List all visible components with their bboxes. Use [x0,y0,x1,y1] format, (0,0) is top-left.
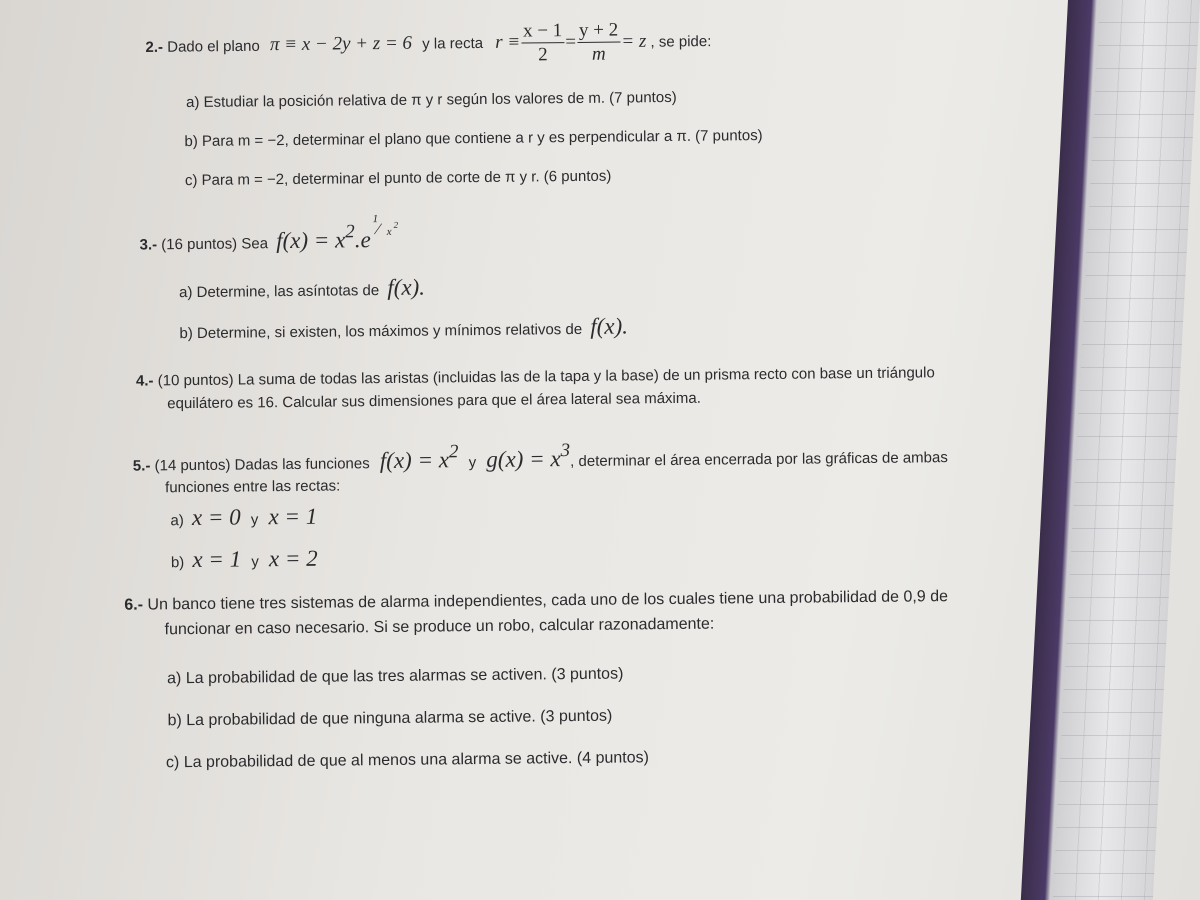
exponent-slash: ⁄ [376,221,380,239]
fraction-x [521,20,565,67]
question-4-text-1: (10 puntos) La suma de todas las aristas (incluidas las de la tapa y la base) de un prisma recto con base un triángulo [157,364,935,390]
question-3b-text: b) Determine, si existen, los máximos y mínimos relativos de [179,320,583,343]
fraction-y-denominator: m [591,43,606,65]
question-6-line-2: funcionar en caso necesario. Si se produce un robo, calcular razonadamente: [164,615,715,639]
question-5-text-2: , determinar el área encerrada por las gráficas de ambas [570,449,948,471]
question-6c: c) La probabilidad de que al menos una alarma se active. (4 puntos) [165,749,650,772]
question-3a-function: f(x). [387,274,426,300]
question-4-line-2: equilátero es 16. Calcular sus dimensiones para que el área lateral sea máxima. [167,389,701,413]
question-5a-and: y [250,511,259,529]
question-2a: a) Estudiar la posición relativa de π y r según los valores de m. (7 puntos) [185,88,677,112]
plane-equation: π ≡ x − 2y + z = 6 [269,33,413,56]
function-f-exponent: 2 [345,221,355,243]
question-6-number: 6.- [124,596,144,614]
question-6b: b) La probabilidad de que ninguna alarma se active. (3 puntos) [167,707,613,730]
function-f-exp-e: .e [354,227,371,253]
function-f: f(x) = x [276,227,346,254]
fraction-x-denominator: 2 [538,44,548,66]
fraction-y [577,20,621,67]
fraction-y-numerator: y + 2 [577,20,620,43]
question-2b: b) Para m = −2, determinar el plano que contiene a r y es perpendicular a π. (7 puntos) [184,127,763,151]
exponent-one-over-x-squared [371,213,401,247]
question-4-number: 4.- [135,372,154,390]
question-5b-and: y [251,553,259,571]
equals-sign: = [565,31,577,53]
function-g-cube: g(x) = x [486,446,561,472]
question-2-mid-text: y la recta [422,35,484,54]
question-3b [179,313,628,344]
exponent-numerator: 1 [372,213,379,226]
question-3-text: (16 puntos) Sea [161,235,269,254]
question-3b-function: f(x). [590,313,629,339]
question-6a: a) La probabilidad de que las tres alarmas se activen. (3 puntos) [167,665,624,688]
question-3a-text: a) Determine, las asíntotas de [178,282,380,302]
question-6-text-1: Un banco tiene tres sistemas de alarma independientes, cada uno de los cuales tiene una probabilidad de 0,9 de [147,588,949,614]
function-g-cube-exp: 3 [560,440,571,462]
question-5b-x2: x = 2 [268,545,318,572]
question-2-tail: , se pide: [650,33,712,51]
exponent-x: x [386,225,392,238]
question-2-heading [145,19,711,72]
question-6-line-1 [124,588,948,615]
question-5a [170,504,317,532]
question-5b [171,546,318,574]
equals-z: = z [621,30,647,52]
question-5-number: 5.- [132,457,151,475]
line-r-prefix: r ≡ [495,32,521,54]
function-f-square-exp: 2 [448,441,459,463]
question-5a-x1: x = 1 [268,503,318,530]
question-5-line-2: funciones entre las rectas: [165,477,341,497]
question-2-number: 2.- [145,38,164,56]
question-3-number: 3.- [139,236,158,254]
question-4-line-1 [136,364,935,389]
question-3a [179,275,425,304]
question-5-and: y [468,454,477,472]
question-5a-x0: x = 0 [191,504,241,531]
function-f-square: f(x) = x [379,447,450,474]
question-5b-x1: x = 1 [192,546,242,573]
question-5-text-1: (14 puntos) Dadas las funciones [154,455,370,475]
question-5b-label: b) [170,554,185,572]
question-2c: c) Para m = −2, determinar el punto de corte de π y r. (6 puntos) [184,167,612,190]
question-5a-label: a) [170,512,184,530]
question-2-intro: Dado el plano [167,37,260,56]
fraction-x-numerator: x − 1 [521,20,564,43]
exponent-x-power: 2 [393,219,399,230]
question-3-heading [139,213,401,256]
question-5-line-1 [133,436,948,477]
